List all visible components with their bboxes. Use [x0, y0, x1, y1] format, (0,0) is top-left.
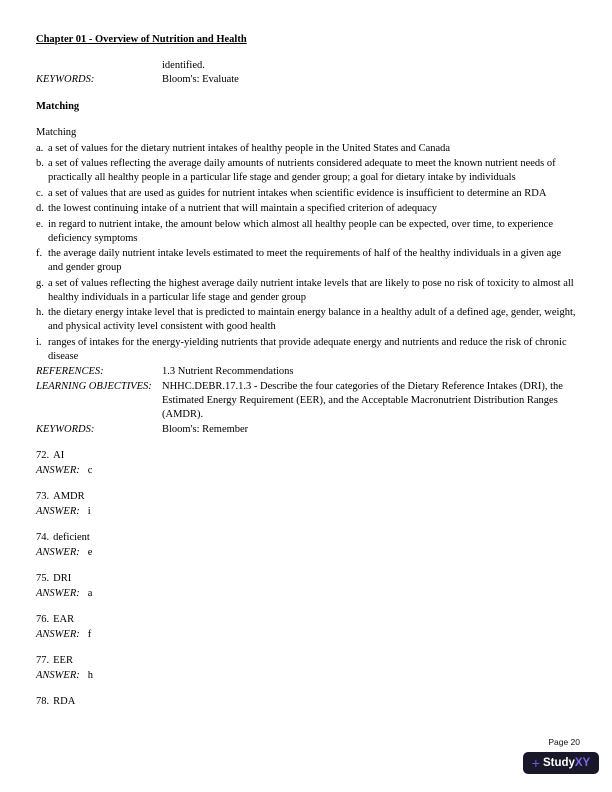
question-number: 74. [36, 531, 50, 543]
matching-item-e [36, 218, 576, 246]
question-metadata [36, 365, 576, 437]
question-74 [36, 531, 576, 560]
matching-item-text: the lowest continuing intake of a nutrient that will maintain a specified criterion of adequacy [48, 203, 437, 214]
learning-objectives-row [36, 380, 576, 422]
question-term: AMDR [53, 490, 85, 502]
matching-item-letter: g. [36, 277, 44, 289]
references-label: REFERENCES: [36, 365, 104, 377]
answer-label: ANSWER: [36, 628, 80, 640]
continuation-row [36, 59, 576, 73]
question-73 [36, 490, 576, 519]
question-number: 73. [36, 490, 50, 502]
brand-name: StudyXY [542, 757, 591, 769]
matching-item-a [36, 142, 576, 156]
answer-label: ANSWER: [36, 587, 80, 599]
matching-item-text: a set of values reflecting the average daily amounts of nutrients considered adequate to meet the known nutrient needs of practically all healthy people in a particular life stage and gender group; a goal for dietary intake by individuals [48, 158, 556, 183]
keywords-value: Bloom's: Evaluate [162, 74, 239, 85]
question-number: 75. [36, 572, 50, 584]
matching-item-text: a set of values for the dietary nutrient intakes of healthy people in the United States and Canada [48, 142, 451, 154]
question-75 [36, 572, 576, 601]
question-number: 76. [36, 613, 50, 625]
question-76 [36, 613, 576, 642]
question-number: 78. [36, 695, 50, 707]
matching-item-letter: b. [36, 158, 44, 169]
answer-letter: f [87, 628, 92, 640]
question-72 [36, 449, 576, 478]
answer-letter: a [87, 587, 93, 599]
matching-item-g [36, 277, 576, 305]
matching-intro: Matching [36, 127, 77, 138]
matching-item-letter: f. [36, 248, 43, 259]
learning-objectives-label: LEARNING OBJECTIVES: [36, 380, 152, 392]
matching-item-text: a set of values that are used as guides for nutrient intakes when scientific evidence is insufficient to determine an RDA [48, 187, 547, 199]
answer-label: ANSWER: [36, 669, 80, 681]
matching-item-text: in regard to nutrient intake, the amount below which almost all healthy people can be expected, over time, to experience deficiency symptoms [48, 218, 553, 244]
section-heading: Matching [36, 101, 80, 112]
matching-item-b [36, 157, 576, 185]
question-77 [36, 654, 576, 683]
matching-item-text: the dietary energy intake level that is predicted to maintain energy balance in a healthy adult of a defined age, gender, weight, and physical activity level consistent with good health [48, 307, 576, 332]
matching-item-letter: i. [36, 336, 42, 348]
question-term: EER [53, 654, 73, 666]
studyxy-logo[interactable] [523, 752, 599, 774]
keywords-row-top [36, 73, 576, 87]
matching-item-i [36, 336, 576, 364]
question-78 [36, 695, 576, 709]
keywords-value: Bloom's: Remember [162, 423, 249, 435]
matching-item-d [36, 202, 576, 216]
question-number: 72. [36, 449, 50, 461]
question-term: DRI [53, 572, 72, 584]
answer-letter: i [87, 505, 91, 517]
matching-item-h [36, 306, 576, 334]
answer-label: ANSWER: [36, 505, 80, 517]
matching-item-f [36, 247, 576, 275]
matching-item-text: ranges of intakes for the energy-yielding nutrients that provide adequate energy and nutrients and reduce the risk of chronic disease [48, 336, 567, 362]
answer-label: ANSWER: [36, 546, 80, 558]
matching-item-text: a set of values reflecting the highest average daily nutrient intake levels that are likely to pose no risk of toxicity to almost all healthy individuals in a particular life stage and gender group [48, 277, 574, 303]
continuation-text: identified. [162, 60, 205, 71]
matching-item-letter: d. [36, 203, 44, 214]
learning-objectives-value: NHHC.DEBR.17.1.3 - Describe the four categories of the Dietary Reference Intakes (DRI), the Estimated Energy Requirement (EER), and the Acceptable Macronutrient Distribution Ranges (AMDR). [162, 380, 563, 420]
answer-letter: e [87, 546, 93, 558]
chapter-title: Chapter 01 - Overview of Nutrition and Health [36, 34, 247, 45]
question-term: AI [53, 449, 65, 461]
keywords-label: KEYWORDS: [36, 423, 95, 435]
keywords-row-bottom [36, 423, 576, 437]
page-number: Page 20 [548, 737, 580, 747]
matching-item-text: the average daily nutrient intake levels estimated to meet the requirements of half of the healthy individuals in a given age and gender group [48, 248, 562, 273]
answer-label: ANSWER: [36, 464, 80, 476]
keywords-label: KEYWORDS: [36, 74, 95, 85]
references-row [36, 365, 576, 379]
continuation-label-spacer [36, 59, 162, 73]
question-term: EAR [53, 613, 75, 625]
matching-item-letter: h. [36, 307, 44, 318]
question-term: deficient [53, 531, 90, 543]
question-number: 77. [36, 654, 50, 666]
matching-item-letter: e. [36, 218, 44, 230]
matching-item-letter: c. [36, 187, 44, 199]
answer-letter: h [87, 669, 93, 681]
plus-icon: + [531, 755, 540, 771]
matching-item-c [36, 187, 576, 201]
question-term: RDA [53, 695, 76, 707]
answer-letter: c [87, 464, 93, 476]
matching-item-letter: a. [36, 142, 44, 154]
references-value: 1.3 Nutrient Recommendations [162, 365, 294, 377]
